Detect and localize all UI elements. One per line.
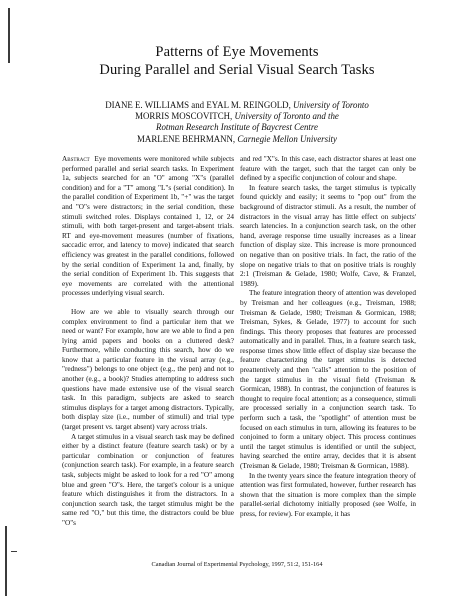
article-title-line-1: Patterns of Eye Movements bbox=[155, 44, 319, 60]
author-names-1: DIANE E. WILLIAMS and EYAL M. REINGOLD, bbox=[105, 100, 291, 110]
author-line-2 bbox=[60, 111, 414, 122]
author-name-4: MARLENE BEHRMANN, bbox=[137, 133, 236, 144]
author-line-1 bbox=[60, 100, 414, 111]
author-affiliation-2: University of Toronto and the bbox=[234, 111, 339, 122]
body-paragraph-left-1: How are we able to visually search through our complex environment to find a particular item that we need or want? For example, how are we able to find a pen lying amid papers and books on a cluttered desk? Furthermore, while conducting this search, how do we know that a particular feature in the visual array (e.g., "redness") belongs to one object (e.g., the pen) and not to another (e.g., a book)? Studies attempting to address such questions have made extensive use of the visual search task. In this paradigm, subjects are asked to search stimulus displays for a target among distractors. Typically, both display size (i.e., number of stimuli) and trial type (target present vs. target absent) vary across trials. bbox=[62, 307, 234, 432]
body-paragraph-right-1: and red "X"s. In this case, each distractor shares at least one feature with the target, such that the target can only be defined by a specific conjunction of colour and shape. bbox=[240, 155, 416, 183]
author-name-2: MORRIS MOSCOVITCH, bbox=[135, 111, 233, 122]
left-column bbox=[62, 155, 234, 529]
abstract-paragraph bbox=[62, 155, 234, 299]
author-affiliation-1: University of Toronto bbox=[293, 100, 369, 110]
body-paragraph-left-2: A target stimulus in a visual search task may be defined either by a distinct feature (feature search task) or by a particular combination or conjunction of features (conjunction search task). For example, in a feature search task, subjects might be asked to look for a red "O" among blue and green "O"s. Here, the target's colour is a unique feature which distinguishes it from the distractors. In a conjunction search task, the target stimulus might be the same red "O," but this time, the distractors could be blue "O"s bbox=[62, 432, 234, 527]
right-column bbox=[240, 155, 416, 520]
abstract-text: Eye movements were monitored while subjects performed parallel and serial search tasks. In Experiment 1a, subjects searched for an "O" among "X"s (parallel condition) and for a "T" among "L"s (serial condition). In the parallel condition of Experiment 1b, "+" was the target and "O"s were distractors; in the serial condition, these stimuli switched roles. Displays contained 1, 12, or 24 stimuli, with both target-present and target-absent trials. RT and eye-movement measures (number of fixations, saccadic error, and latency to move) indicated that search efficiency was greatest in the parallel conditions, followed by the serial condition of Experiment 1a and, finally, by the serial condition of Experiment 1b. This suggests that eye movements are correlated with the attentional processes underlying visual search. bbox=[62, 155, 235, 298]
journal-citation-footer: Canadian Journal of Experimental Psychology, 1997, 51:2, 151-164 bbox=[151, 561, 323, 568]
abstract-label: Abstract bbox=[62, 155, 90, 163]
body-paragraph-right-3: The feature integration theory of attention was developed by Treisman and her colleagues (e.g., Treisman, 1988; Treisman & Gelade, 1980; Treisman & Gormican, 1988; Treisman, Sykes, & Gelade, 1977) to account for such findings. This theory proposes that features are processed automatically and in parallel. Thus, in a feature search task, response times show little effect of display size because the feature characterizing the target stimulus is detected preattentively and then "calls" attention to the position of the target stimulus in the visual field (Treisman & Gormican, 1988). In contrast, the conjunction of features is thought to require focal attention; as a consequence, stimuli are processed serially in a conjunction search task. To perform such a task, the "spotlight" of attention must be focused on each stimulus in turn, allowing its features to be conjoined to form a unitary object. This process continues until the target stimulus is identified or until the subject, having searched the entire array, decides that it is absent (Treisman & Gelade, 1980; Treisman & Gormican, 1988). bbox=[240, 289, 416, 470]
article-title-line-2: During Parallel and Serial Visual Search Tasks bbox=[99, 62, 375, 78]
author-line-4 bbox=[60, 134, 414, 145]
author-affiliation-3: Rotman Research Institute of Baycrest Centre bbox=[156, 122, 318, 133]
scan-edge-tick bbox=[11, 551, 17, 552]
author-block bbox=[60, 100, 414, 145]
author-affiliation-4: Carnegie Mellon University bbox=[237, 133, 337, 144]
body-paragraph-right-2: In feature search tasks, the target stimulus is typically found quickly and easily; it seems to "pop out" from the background of distractor stimuli. As a result, the number of distractors in the visual array has little effect on subjects' search latencies. In a conjunction search task, on the other hand, average response time usually increases as a linear function of display size. This increase is more pronounced on negative than on positive trials. In fact, the ratio of the slope on negative trials to that on positive trials is roughly 2:1 (Treisman & Gelade, 1980; Wolfe, Cave, & Franzel, 1989). bbox=[240, 183, 416, 288]
body-paragraph-right-4: In the twenty years since the feature integration theory of attention was first formulated, however, further research has shown that the situation is more complex than the simple parallel-serial dichotomy initially proposed (see Wolfe, in press, for review). For example, it has bbox=[240, 471, 416, 518]
